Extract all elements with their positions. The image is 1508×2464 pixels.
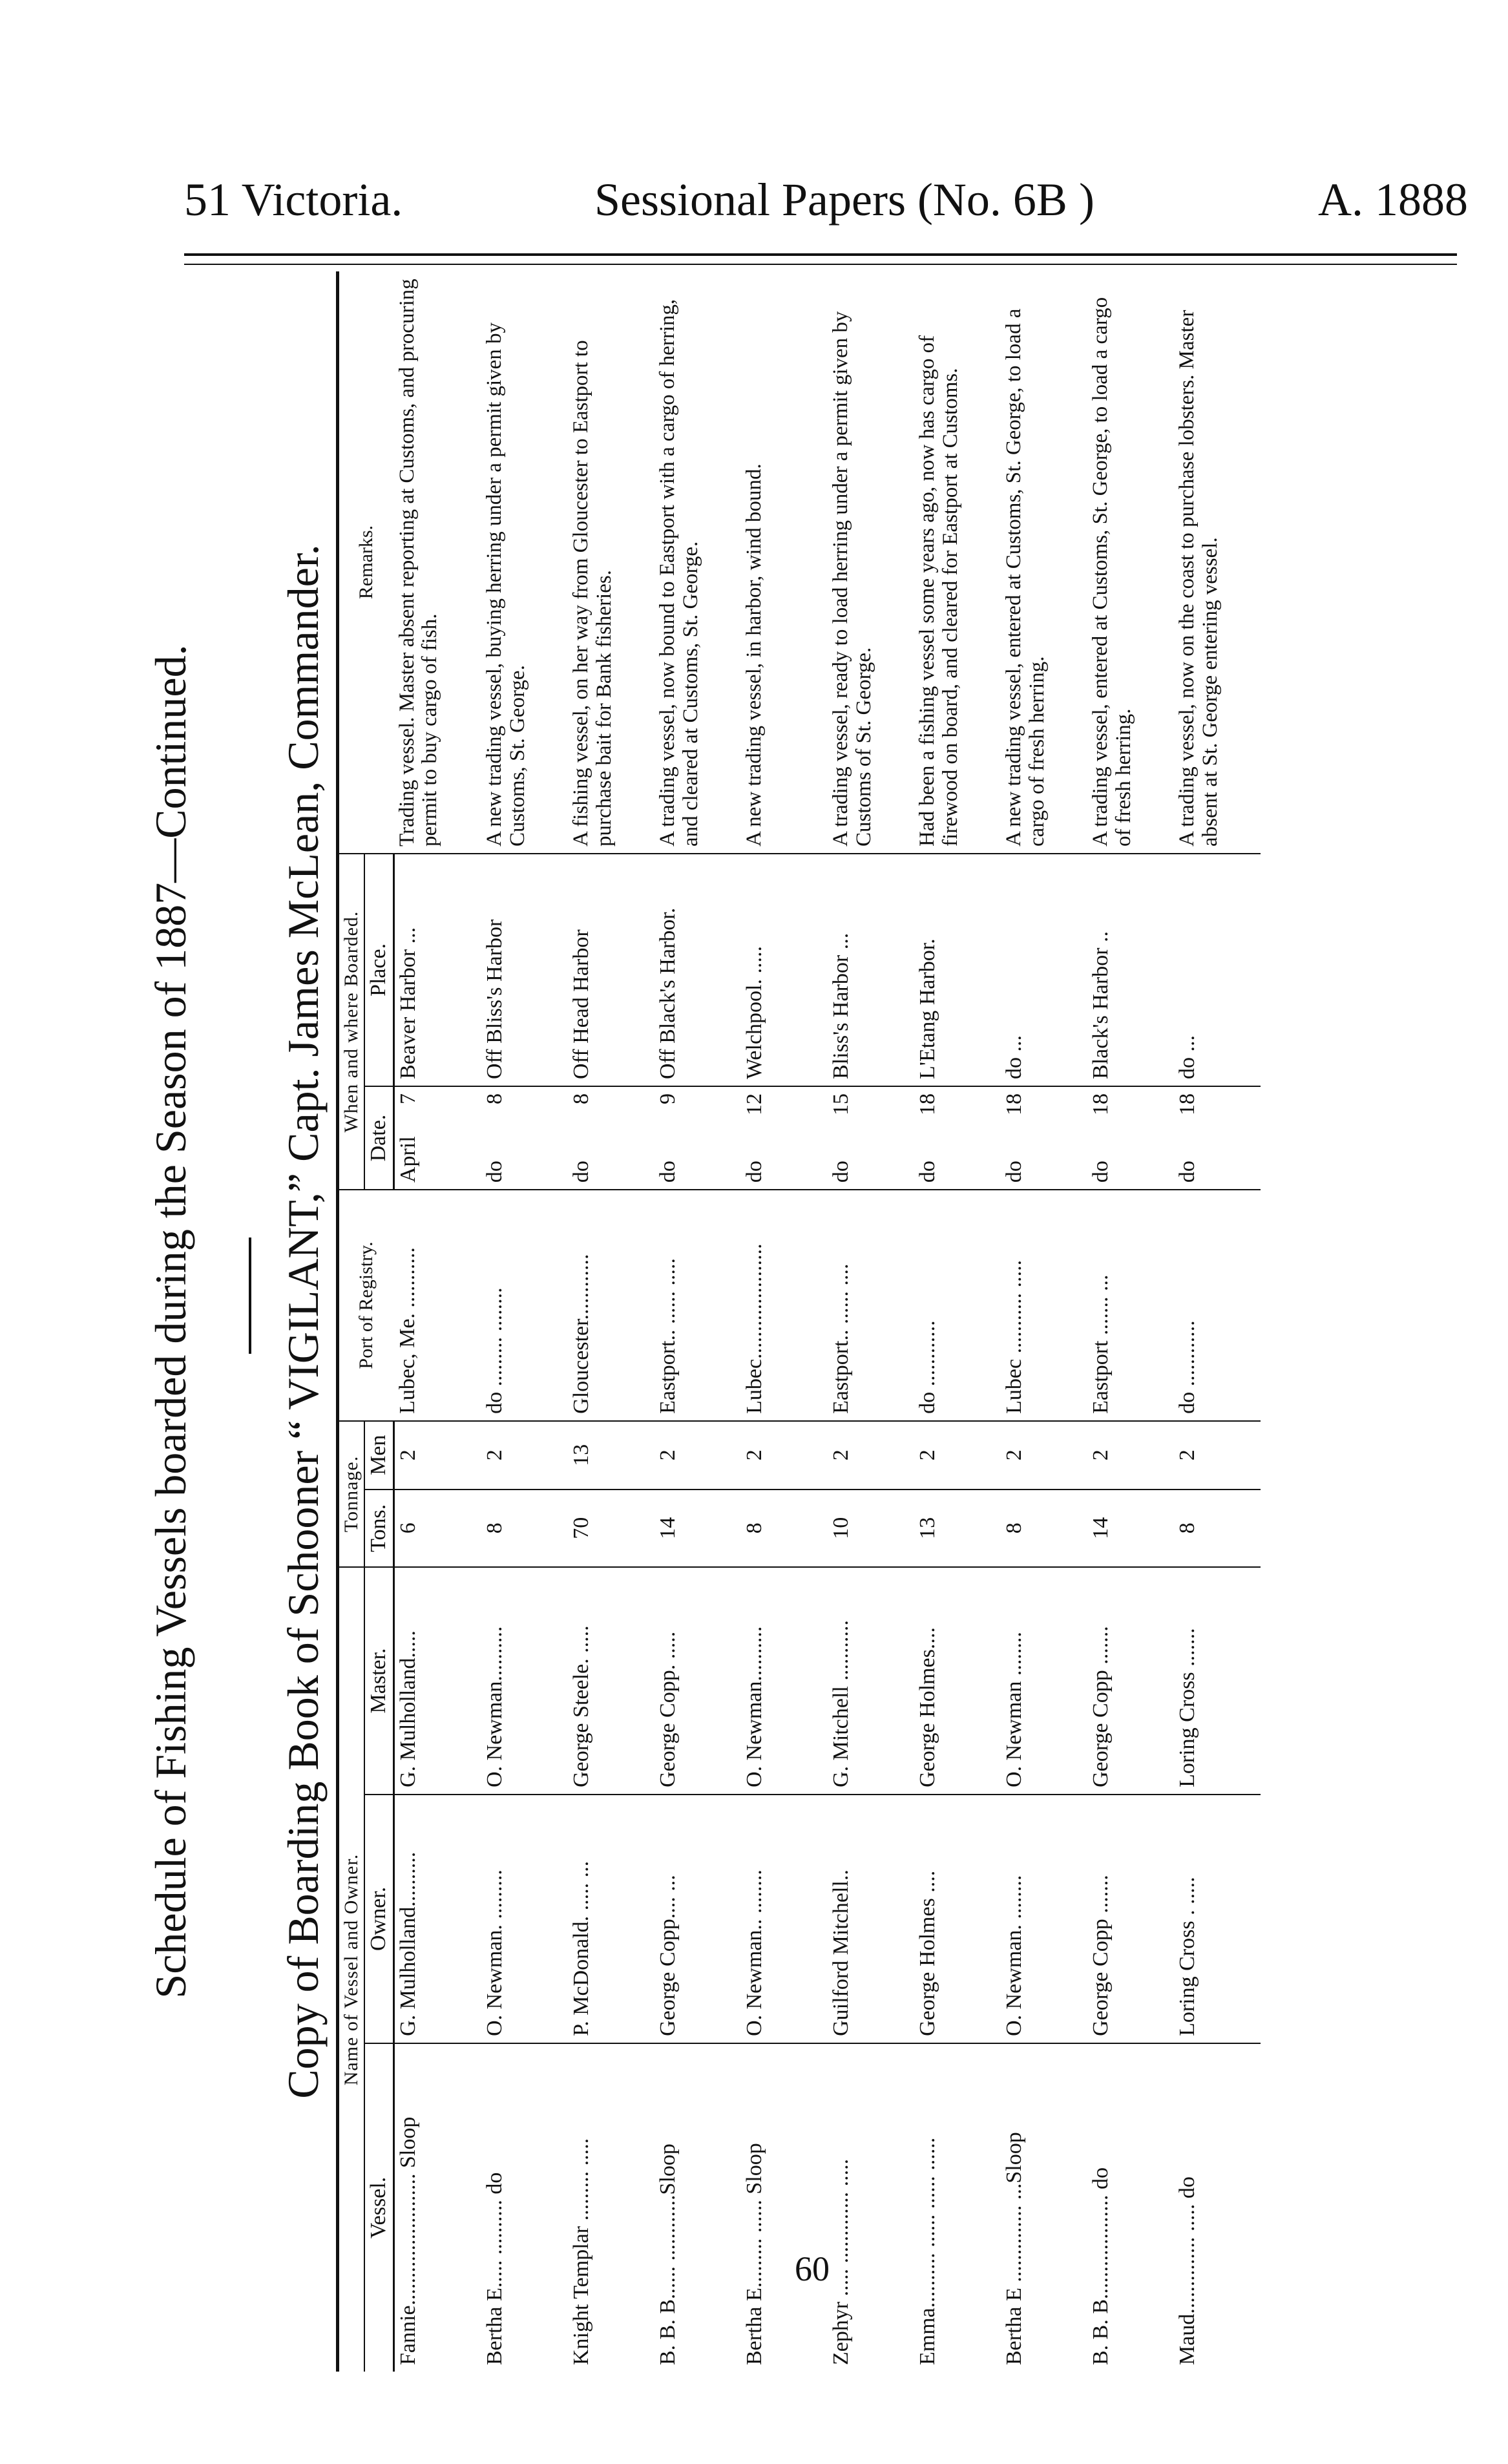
schedule-title: Schedule of Fishing Vessels boarded during the Season of 1887—Continued. (146, 644, 195, 1999)
date-month: do (569, 1161, 594, 1183)
date-day: 18 (916, 1093, 940, 1115)
tons-cell: 8 (1001, 1490, 1087, 1567)
name-group-header: Name of Vessel and Owner. (338, 1567, 365, 2372)
port-cell: Lubec..................... (741, 1190, 828, 1421)
master-cell: George Steele. ..... (568, 1567, 655, 1795)
table-row (1087, 271, 1174, 2372)
master-cell: O. Newman.......... (481, 1567, 568, 1795)
owner-cell: George Holmes .... (914, 1795, 1001, 2043)
place-cell: Beaver Harbor ... (394, 854, 482, 1086)
port-cell: Lubec ........... ..... (1001, 1190, 1087, 1421)
rotated-schedule (120, 271, 1476, 2372)
date-cell (1001, 1086, 1087, 1190)
owner-cell: P. McDonald. ..... ... (568, 1795, 655, 2043)
master-cell: George Copp. ..... (655, 1567, 741, 1795)
port-cell: do ............ (914, 1190, 1001, 1421)
master-cell: O. Newman.......... (741, 1567, 828, 1795)
men-cell: 2 (481, 1421, 568, 1490)
remarks-cell: A trading vessel, entered at Customs, St. George, to load a cargo of fresh herring. (1087, 271, 1174, 854)
date-day: 18 (1175, 1093, 1200, 1115)
header-left: 51 Victoria. (184, 174, 403, 226)
date-day: 12 (742, 1093, 767, 1115)
date-cell (1087, 1086, 1174, 1190)
place-cell: do ... (1001, 854, 1087, 1086)
header-right: A. 1888 (1318, 174, 1468, 226)
table-row (568, 271, 655, 2372)
date-month: April (396, 1136, 421, 1183)
date-day: 7 (396, 1093, 421, 1104)
port-cell: do ............ (1174, 1190, 1261, 1421)
men-cell: 2 (1087, 1421, 1174, 1490)
date-day: 15 (829, 1093, 853, 1115)
owner-cell: George Copp ....... (1087, 1795, 1174, 2043)
owner-header: Owner. (364, 1795, 393, 2043)
date-cell (828, 1086, 914, 1190)
date-cell (394, 1086, 482, 1190)
master-cell: O. Newman ........ (1001, 1567, 1087, 1795)
table-row (655, 271, 741, 2372)
header-rule-thin (184, 264, 1457, 265)
master-cell: Loring Cross ....... (1174, 1567, 1261, 1795)
remarks-cell: A new trading vessel, in harbor, wind bound. (741, 271, 828, 854)
remarks-cell: Had been a fishing vessel some years ago, now has cargo of firewood on board, and cleared for Eastport at Customs. (914, 271, 1001, 854)
title-separator (249, 1237, 251, 1354)
when-where-group-header: When and where Boarded. (338, 854, 365, 1190)
vessel-cell: Bertha E......... ...... Sloop (742, 2143, 767, 2365)
port-cell: Eastport.. ...... .... (828, 1190, 914, 1421)
men-cell: 2 (1001, 1421, 1087, 1490)
port-cell: Gloucester............ (568, 1190, 655, 1421)
header-rule (184, 253, 1457, 256)
port-cell: Eastport ....... ... (1087, 1190, 1174, 1421)
tons-cell: 8 (1174, 1490, 1261, 1567)
date-cell (568, 1086, 655, 1190)
master-cell: George Copp ....... (1087, 1567, 1174, 1795)
remarks-cell: A new trading vessel, entered at Customs, St. George, to load a cargo of fresh herring. (1001, 271, 1087, 854)
date-day: 18 (1089, 1093, 1113, 1115)
place-cell: L'Etang Harbor. (914, 854, 1001, 1086)
date-day: 18 (1002, 1093, 1027, 1115)
place-header: Place. (364, 854, 393, 1086)
vessel-cell: Knight Templar ......... ..... (569, 2138, 594, 2365)
table-row (394, 271, 482, 2372)
owner-cell: O. Newman. ......... (481, 1795, 568, 2043)
tonnage-group-header: Tonnage. (338, 1421, 365, 1567)
table-row (741, 271, 828, 2372)
page-number: 60 (795, 2249, 830, 2288)
tons-cell: 8 (741, 1490, 828, 1567)
vessel-cell: Maud.............. ..... do (1175, 2176, 1200, 2365)
vessel-cell: B. B. B...... ............Sloop (656, 2143, 680, 2365)
vessel-table (336, 271, 1261, 2372)
date-month: do (1089, 1161, 1113, 1183)
owner-cell: O. Newman.. ........ (741, 1795, 828, 2043)
men-cell: 13 (568, 1421, 655, 1490)
date-cell (655, 1086, 741, 1190)
tons-cell: 70 (568, 1490, 655, 1567)
date-month: do (916, 1161, 940, 1183)
vessel-cell: Bertha E..... .......... do (483, 2172, 507, 2365)
place-cell: Bliss's Harbor ... (828, 854, 914, 1086)
date-cell (741, 1086, 828, 1190)
date-day: 9 (656, 1093, 680, 1104)
tons-cell: 8 (481, 1490, 568, 1567)
place-cell: Welchpool. ..... (741, 854, 828, 1086)
men-header: Men (364, 1421, 393, 1490)
place-cell: Off Head Harbor (568, 854, 655, 1086)
place-cell: Off Black's Harbor. (655, 854, 741, 1086)
date-day: 8 (569, 1093, 594, 1104)
remarks-cell: A new trading vessel, buying herring under a permit given by Customs, St. George. (481, 271, 568, 854)
owner-cell: Loring Cross . ..... (1174, 1795, 1261, 2043)
vessel-cell: Fannie........................ Sloop (396, 2116, 421, 2365)
port-header: Port of Registry. (338, 1190, 394, 1421)
table-row (1174, 271, 1261, 2372)
tons-cell: 10 (828, 1490, 914, 1567)
vessel-cell: Emma.......... ...... ...... ...... (916, 2137, 940, 2365)
table-row (481, 271, 568, 2372)
master-header: Master. (364, 1567, 393, 1795)
date-header: Date. (364, 1086, 393, 1190)
date-month: do (829, 1161, 853, 1183)
place-cell: Off Bliss's Harbor (481, 854, 568, 1086)
owner-cell: Guilford Mitchell.. (828, 1795, 914, 2043)
vessel-cell: Bertha E .............. ...Sloop (1002, 2132, 1027, 2365)
table-row (1001, 271, 1087, 2372)
date-month: do (483, 1161, 507, 1183)
remarks-header: Remarks. (338, 271, 394, 854)
table-row (828, 271, 914, 2372)
date-month: do (742, 1161, 767, 1183)
date-month: do (656, 1161, 680, 1183)
owner-cell: G. Mulholland.......... (394, 1795, 482, 2043)
vessel-header: Vessel. (364, 2043, 393, 2372)
men-cell: 2 (828, 1421, 914, 1490)
port-cell: do ......... ........ (481, 1190, 568, 1421)
boarding-book-subtitle: Copy of Boarding Book of Schooner “ VIGILANT,” Capt. James McLean, Commander. (278, 544, 328, 2099)
owner-cell: O. Newman. ........ (1001, 1795, 1087, 2043)
tons-cell: 14 (655, 1490, 741, 1567)
men-cell: 2 (394, 1421, 482, 1490)
men-cell: 2 (914, 1421, 1001, 1490)
vessel-cell: Zephyr ..... ............. ..... (829, 2158, 853, 2365)
date-month: do (1002, 1161, 1027, 1183)
place-cell: Black's Harbor .. (1087, 854, 1174, 1086)
tons-header: Tons. (364, 1490, 393, 1567)
date-cell (481, 1086, 568, 1190)
tons-cell: 14 (1087, 1490, 1174, 1567)
remarks-cell: A trading vessel, now bound to Eastport with a cargo of herring, and cleared at Customs, St. George. (655, 271, 741, 854)
remarks-cell: Trading vessel. Master absent reporting at Customs, and procuring permit to buy cargo of fish. (394, 271, 482, 854)
vessel-cell: B. B. B................... do (1089, 2167, 1113, 2365)
tons-cell: 6 (394, 1490, 482, 1567)
master-cell: George Holmes.... (914, 1567, 1001, 1795)
remarks-cell: A trading vessel, now on the coast to purchase lobsters. Master absent at St. George entering vessel. (1174, 271, 1261, 854)
date-month: do (1175, 1161, 1200, 1183)
owner-cell: George Copp.... ... (655, 1795, 741, 2043)
date-cell (914, 1086, 1001, 1190)
place-cell: do ... (1174, 854, 1261, 1086)
port-cell: Eastport.. ...... ..... (655, 1190, 741, 1421)
table-row (914, 271, 1001, 2372)
remarks-cell: A fishing vessel, on her way from Gloucester to Eastport to purchase bait for Bank fisheries. (568, 271, 655, 854)
tons-cell: 13 (914, 1490, 1001, 1567)
men-cell: 2 (1174, 1421, 1261, 1490)
remarks-cell: A trading vessel, ready to load herring under a permit given by Customs of St. George. (828, 271, 914, 854)
men-cell: 2 (741, 1421, 828, 1490)
header-center: Sessional Papers (No. 6B ) (594, 174, 1094, 226)
port-cell: Lubec, Me. ........... (394, 1190, 482, 1421)
master-cell: G. Mulholland..... (394, 1567, 482, 1795)
date-cell (1174, 1086, 1261, 1190)
master-cell: G. Mitchell ........... (828, 1567, 914, 1795)
men-cell: 2 (655, 1421, 741, 1490)
date-day: 8 (483, 1093, 507, 1104)
